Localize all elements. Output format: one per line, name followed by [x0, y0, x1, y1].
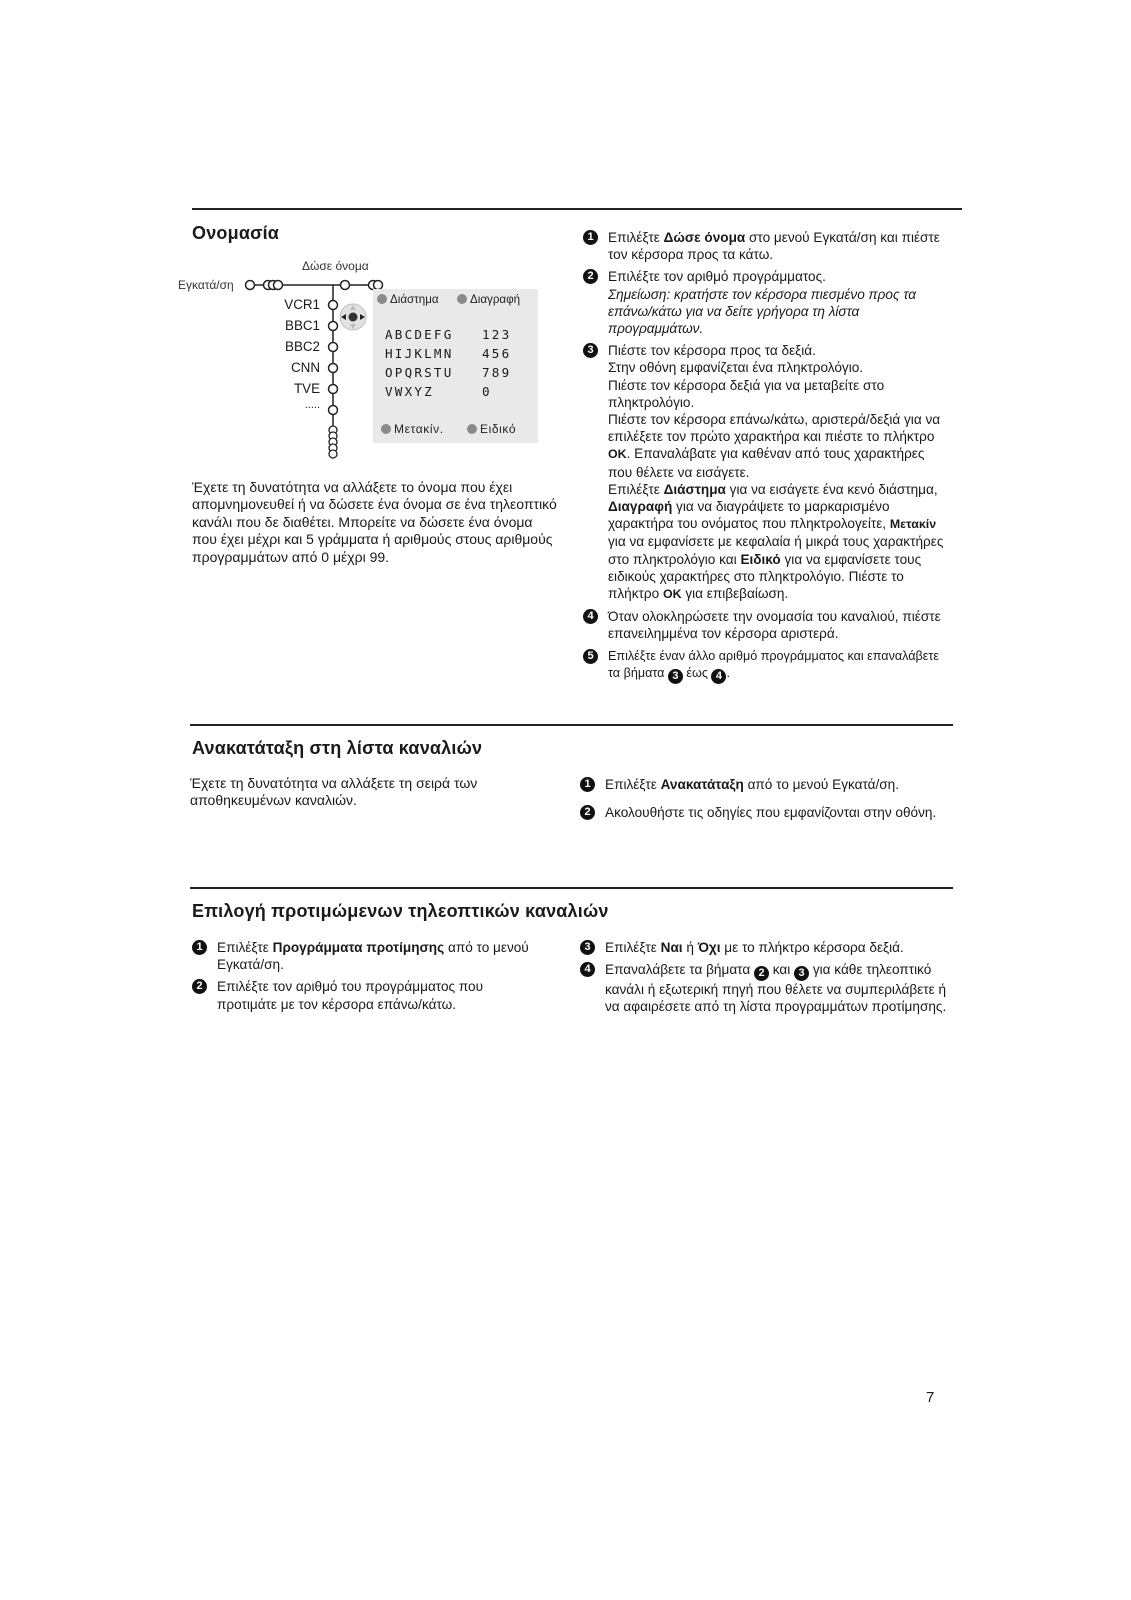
- favourites-steps-right: [580, 939, 952, 1021]
- keyboard-row: ABCDEFG: [385, 327, 454, 342]
- step-number-icon: 4: [580, 962, 595, 977]
- step-number-icon: 3: [580, 940, 595, 955]
- step-number-icon: 5: [583, 649, 598, 664]
- menu-label-install: Εγκατά/ση: [178, 278, 234, 292]
- step-number-icon: 1: [583, 230, 598, 245]
- special-key-label: Ειδικό: [467, 422, 516, 436]
- step-4: 4 Όταν ολοκληρώσετε την ονομασία του καναλιού, πιέστε επανειλημμένα τον κέρσορα αριστερά.: [583, 608, 945, 642]
- step-2-note: Σημείωση: κρατήστε τον κέρσορα πιεσμένο προς τα επάνω/κάτω για να δείτε γρήγορα τη λίστα προγραμμάτων.: [608, 286, 917, 337]
- step-5: 5 Επιλέξτε έναν άλλο αριθμό προγράμματος και επαναλάβετε τα βήματα 3 έως 4 .: [583, 648, 945, 684]
- section-title-reorder: Ανακατάταξη στη λίστα καναλιών: [192, 738, 483, 758]
- step-3: 3 Επιλέξτε Ναι ή Όχι με το πλήκτρο κέρσορα δεξιά.: [580, 939, 952, 956]
- delete-key-label: Διαγραφή: [457, 293, 520, 306]
- naming-intro: Έχετε τη δυνατότητα να αλλάξετε το όνομα που έχει απομνημονευθεί ή να δώσετε ένα όνομα σε ένα τηλεοπτικό κανάλι που δε διαθέτει. Μπορείτε να δώσετε ένα όνομα που έχει μέχρι και 5 γράμματα ή αριθμούς στους αριθμούς προγραμμάτων από 0 μέχρι 99.: [192, 479, 557, 565]
- keyboard-row: HIJKLMN: [385, 346, 454, 361]
- cursor-navigation-icon: [338, 302, 368, 332]
- step-number-icon: 2: [192, 979, 207, 994]
- section-rule-favourites: [190, 887, 953, 889]
- keyboard-row: 789: [482, 365, 512, 380]
- step-2: 2 Ακολουθήστε τις οδηγίες που εμφανίζονται στην οθόνη.: [580, 804, 952, 821]
- step-number-icon: 2: [580, 805, 595, 820]
- step-4: 4 Επαναλάβετε τα βήματα 2 και 3 για κάθε τηλεοπτικό κανάλι ή εξωτερική πηγή που θέλετε να συμπεριλάβετε ή να αφαιρέσετε από τη λίστα προγραμμάτων προτίμησης.: [580, 961, 952, 1015]
- step-number-icon: 3: [668, 669, 683, 684]
- section-title-naming: Ονομασία: [192, 223, 280, 243]
- step-number-icon: 3: [583, 343, 598, 358]
- naming-steps: [583, 229, 945, 689]
- step-number-icon: 2: [583, 269, 598, 284]
- shift-key-label: Μετακίν.: [381, 422, 444, 436]
- reorder-intro: Έχετε τη δυνατότητα να αλλάξετε τη σειρά των αποθηκευμένων καναλιών.: [190, 775, 478, 809]
- menu-label-name: Δώσε όνομα: [302, 259, 369, 273]
- step-number-icon: 2: [754, 966, 769, 981]
- step-number-icon: 3: [794, 966, 809, 981]
- keyboard-row: VWXYZ: [385, 384, 434, 399]
- step-number-icon: 4: [711, 669, 726, 684]
- step-3: 3 Πιέστε τον κέρσορα προς τα δεξιά. Στην οθόνη εμφανίζεται ένα πληκτρολόγιο. Πιέστε τον κέρσορα δεξιά για να μεταβείτε στο πληκτρολόγιο. Πιέστε τον κέρσορα επάνω/κάτω, αριστερά/δεξιά για να επιλέξετε τον πρώτο χαρακτήρα και πιέστε το πλήκτρο OK. Επαναλάβατε για καθέναν από τους χαρακτήρες που θέλετε να εισάγετε. Επιλέξτε Διάστημα για να εισάγετε ένα κενό διάστημα, Διαγραφή για να διαγράψετε το μαρκαρισμένο χαρακτήρα του ονόματος που πληκτρολογείτε, Μετακίν για να εμφανίσετε με κεφαλαία ή μικρά τους χαρακτήρες στο πληκτρολόγιο και Ειδικό για να εμφανίσετε τους ειδικούς χαρακτήρες στο πληκτρολόγιο. Πιέστε το πλήκτρο OK για επιβεβαίωση.: [583, 342, 945, 603]
- section-rule-reorder: [190, 724, 953, 726]
- step-number-icon: 1: [192, 940, 207, 955]
- channel-label: .....: [304, 399, 320, 411]
- step-2: 2 Επιλέξτε τον αριθμό προγράμματος. Σημείωση: κρατήστε τον κέρσορα πιεσμένο προς τα επάνω/κάτω για να δείτε γρήγορα τη λίστα προγραμμάτων.: [583, 268, 945, 337]
- step-1: 1 Επιλέξτε Προγράμματα προτίμησης από το μενού Εγκατά/ση.: [192, 939, 532, 973]
- keyboard-row: 123: [482, 327, 512, 342]
- step-1: 1 Επιλέξτε Δώσε όνομα στο μενού Εγκατά/ση και πιέστε τον κέρσορα προς τα κάτω.: [583, 229, 945, 263]
- keyboard-row: OPQRSTU: [385, 365, 454, 380]
- channel-label: BBC2: [285, 339, 320, 354]
- keyboard-row: 456: [482, 346, 512, 361]
- step-2: 2 Επιλέξτε τον αριθμό του προγράμματος που προτιμάτε με τον κέρσορα επάνω/κάτω.: [192, 978, 532, 1012]
- section-rule-naming: [192, 208, 962, 210]
- channel-label: CNN: [290, 360, 320, 375]
- step-1: 1 Επιλέξτε Ανακατάταξη από το μενού Εγκατά/ση.: [580, 776, 952, 793]
- channel-label: BBC1: [285, 318, 320, 333]
- keyboard-row: 0: [482, 384, 492, 399]
- favourites-steps-left: [192, 939, 532, 1018]
- menu-diagram: [170, 255, 555, 465]
- step-number-icon: 1: [580, 777, 595, 792]
- keyboard-panel: [373, 289, 538, 443]
- grey-button-icon: [457, 294, 467, 304]
- page-number: 7: [926, 1389, 935, 1406]
- reorder-steps: [580, 776, 952, 826]
- space-key-label: Διάστημα: [377, 293, 439, 306]
- grey-button-icon: [377, 294, 387, 304]
- channel-label: TVE: [293, 381, 320, 396]
- grey-button-icon: [467, 424, 477, 434]
- step-number-icon: 4: [583, 609, 598, 624]
- grey-button-icon: [381, 424, 391, 434]
- section-title-favourites: Επιλογή προτιμώμενων τηλεοπτικών καναλιών: [192, 901, 609, 921]
- channel-label: VCR1: [284, 297, 320, 312]
